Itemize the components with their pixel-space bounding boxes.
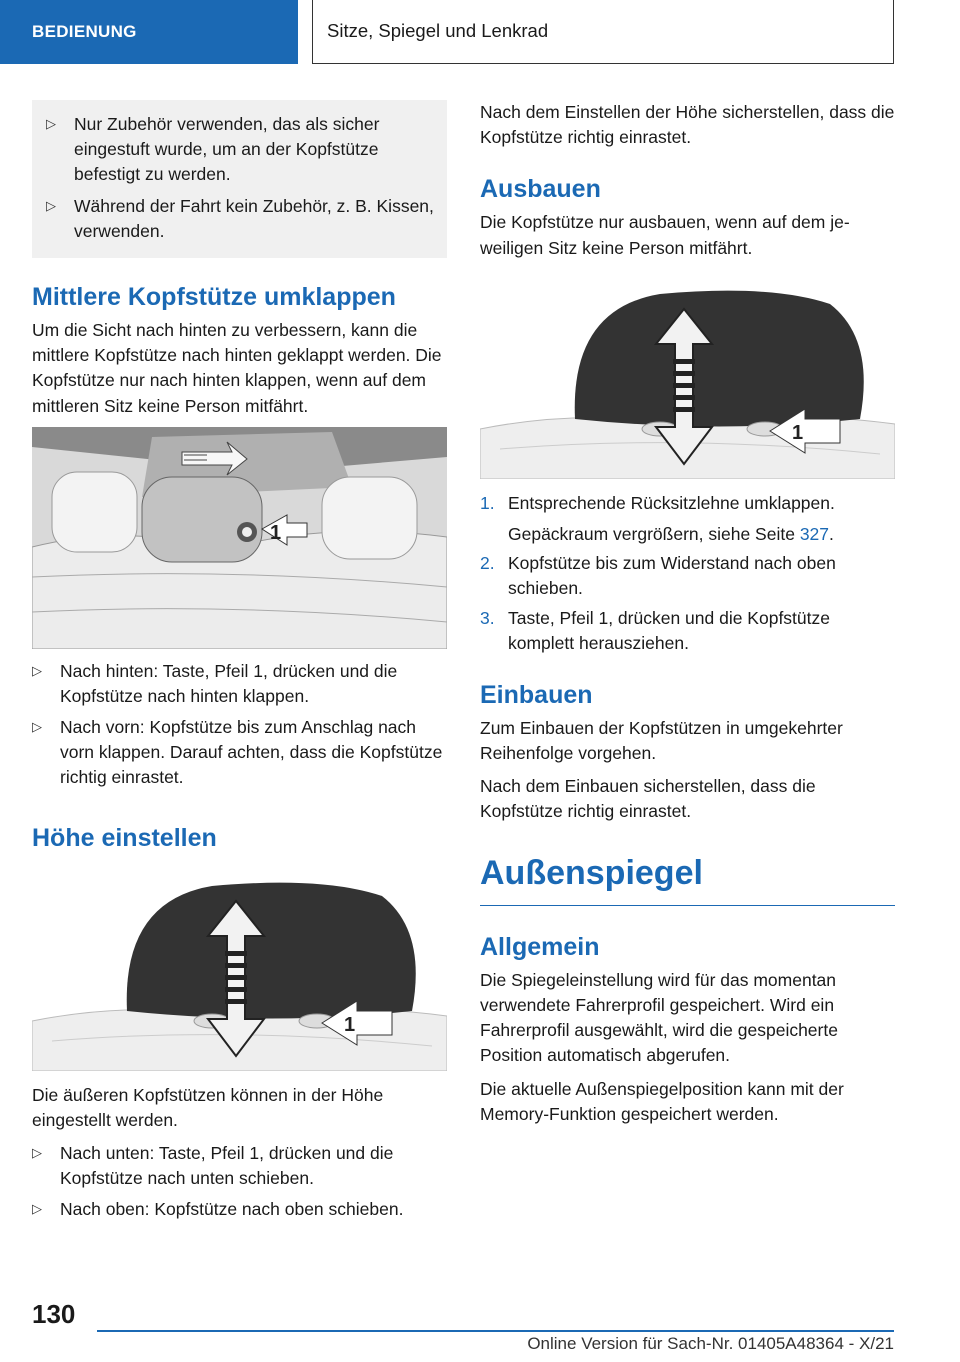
paragraph: Nach dem Einbauen sicherstellen, dass die Kopfstütze richtig einrastet.: [480, 776, 816, 822]
list-item: 3. Taste, Pfeil 1, drücken und die Kopfstütze komplett herausziehen.: [480, 607, 830, 653]
paragraph: Die aktuelle Außenspiegelposition kann mit der Memory-Funktion gespeichert werden.: [480, 1078, 844, 1124]
paragraph: Die äußeren Kopfstützen können in der Höhe eingestellt werden.: [32, 1084, 384, 1130]
headrest-height-illustration: [32, 871, 447, 1071]
list-item: ▷ Nach hinten: Taste, Pfeil 1, drücken und die Kopfstütze nach hinten klappen.: [32, 659, 447, 709]
heading-height: Höhe einstellen: [32, 823, 217, 852]
list-item: ▷ Während der Fahrt kein Zubehör, z. B. Kissen, verwenden.: [46, 194, 435, 244]
triangle-right-icon: ▷: [46, 116, 56, 131]
chapter-label: BEDIENUNG: [32, 21, 137, 41]
chapter-tab: [0, 0, 298, 64]
footer-text: Online Version für Sach-Nr. 01405A48364 - X/21: [527, 1334, 894, 1353]
heading-install: Einbauen: [480, 680, 593, 709]
triangle-right-icon: ▷: [32, 662, 42, 678]
image-callout-label: 1: [792, 421, 804, 444]
heading-mirror: Außenspiegel: [480, 851, 895, 906]
list-item: ▷ Nach oben: Kopfstütze nach oben schieben.: [32, 1197, 447, 1222]
removal-steps: [480, 491, 895, 656]
triangle-right-icon: ▷: [32, 1145, 42, 1160]
right-column: [480, 100, 895, 1135]
heading-fold: Mittlere Kopfstütze umklappen: [32, 282, 396, 311]
image-callout-label: 1: [270, 521, 282, 544]
note-box: [32, 100, 447, 258]
heading-general: Allgemein: [480, 932, 600, 961]
section-header: [312, 0, 894, 64]
heading-remove: Ausbauen: [480, 175, 601, 204]
page-number: 130: [32, 1299, 76, 1329]
rear-seat-headrest-fold-illustration: [32, 427, 447, 649]
triangle-right-icon: ▷: [32, 1201, 42, 1217]
paragraph: Die Kopfstütze nur ausbauen, wenn auf dem jeweiligen Sitz keine Person mitfährt.: [480, 212, 850, 258]
paragraph: Um die Sicht nach hinten zu verbessern, kann die mittlere Kopfstütze nach hinten geklappt werden. Die Kopfstütze nur nach hinten klappen, wenn auf dem mittleren Sitz keine Person mitfährt.: [32, 319, 442, 416]
left-column: [32, 100, 447, 1229]
triangle-right-icon: ▷: [46, 197, 56, 213]
list-item: 1. Entsprechende Rücksitzlehne umklappen. Gepäckraum vergrößern, siehe Seite 327.: [480, 492, 835, 544]
list-item: ▷ Nach unten: Taste, Pfeil 1, drücken und die Kopfstütze nach unten schieben.: [32, 1141, 447, 1191]
paragraph: Die Spiegeleinstellung wird für das momentan verwendete Fahrerprofil gespeichert. Wird ein Fahrerprofil ausgewählt, wird die gespeicherte Position automatisch abgerufen.: [480, 969, 838, 1066]
section-title: Sitze, Spiegel und Lenkrad: [327, 20, 549, 42]
page-reference-link[interactable]: 327: [799, 523, 830, 544]
image-callout-label: 1: [344, 1013, 356, 1036]
paragraph: Nach dem Einstellen der Höhe sicherstellen, dass die Kopfstütze richtig einrastet.: [480, 102, 895, 148]
list-item: ▷ Nur Zubehör verwenden, das als sicher eingestuft wurde, um an der Kopfstütze befestigt zu werden.: [46, 112, 435, 188]
triangle-right-icon: ▷: [32, 719, 42, 735]
paragraph: Zum Einbauen der Kopfstützen in umgekehrter Reihenfolge vorgehen.: [480, 717, 843, 764]
list-item: ▷ Nach vorn: Kopfstütze bis zum Anschlag nach vorn klappen. Darauf achten, dass die Kopfstütze richtig einrastet.: [32, 715, 447, 791]
list-item: 2. Kopfstütze bis zum Widerstand nach oben schieben.: [480, 553, 836, 599]
headrest-removal-illustration: [480, 279, 895, 479]
